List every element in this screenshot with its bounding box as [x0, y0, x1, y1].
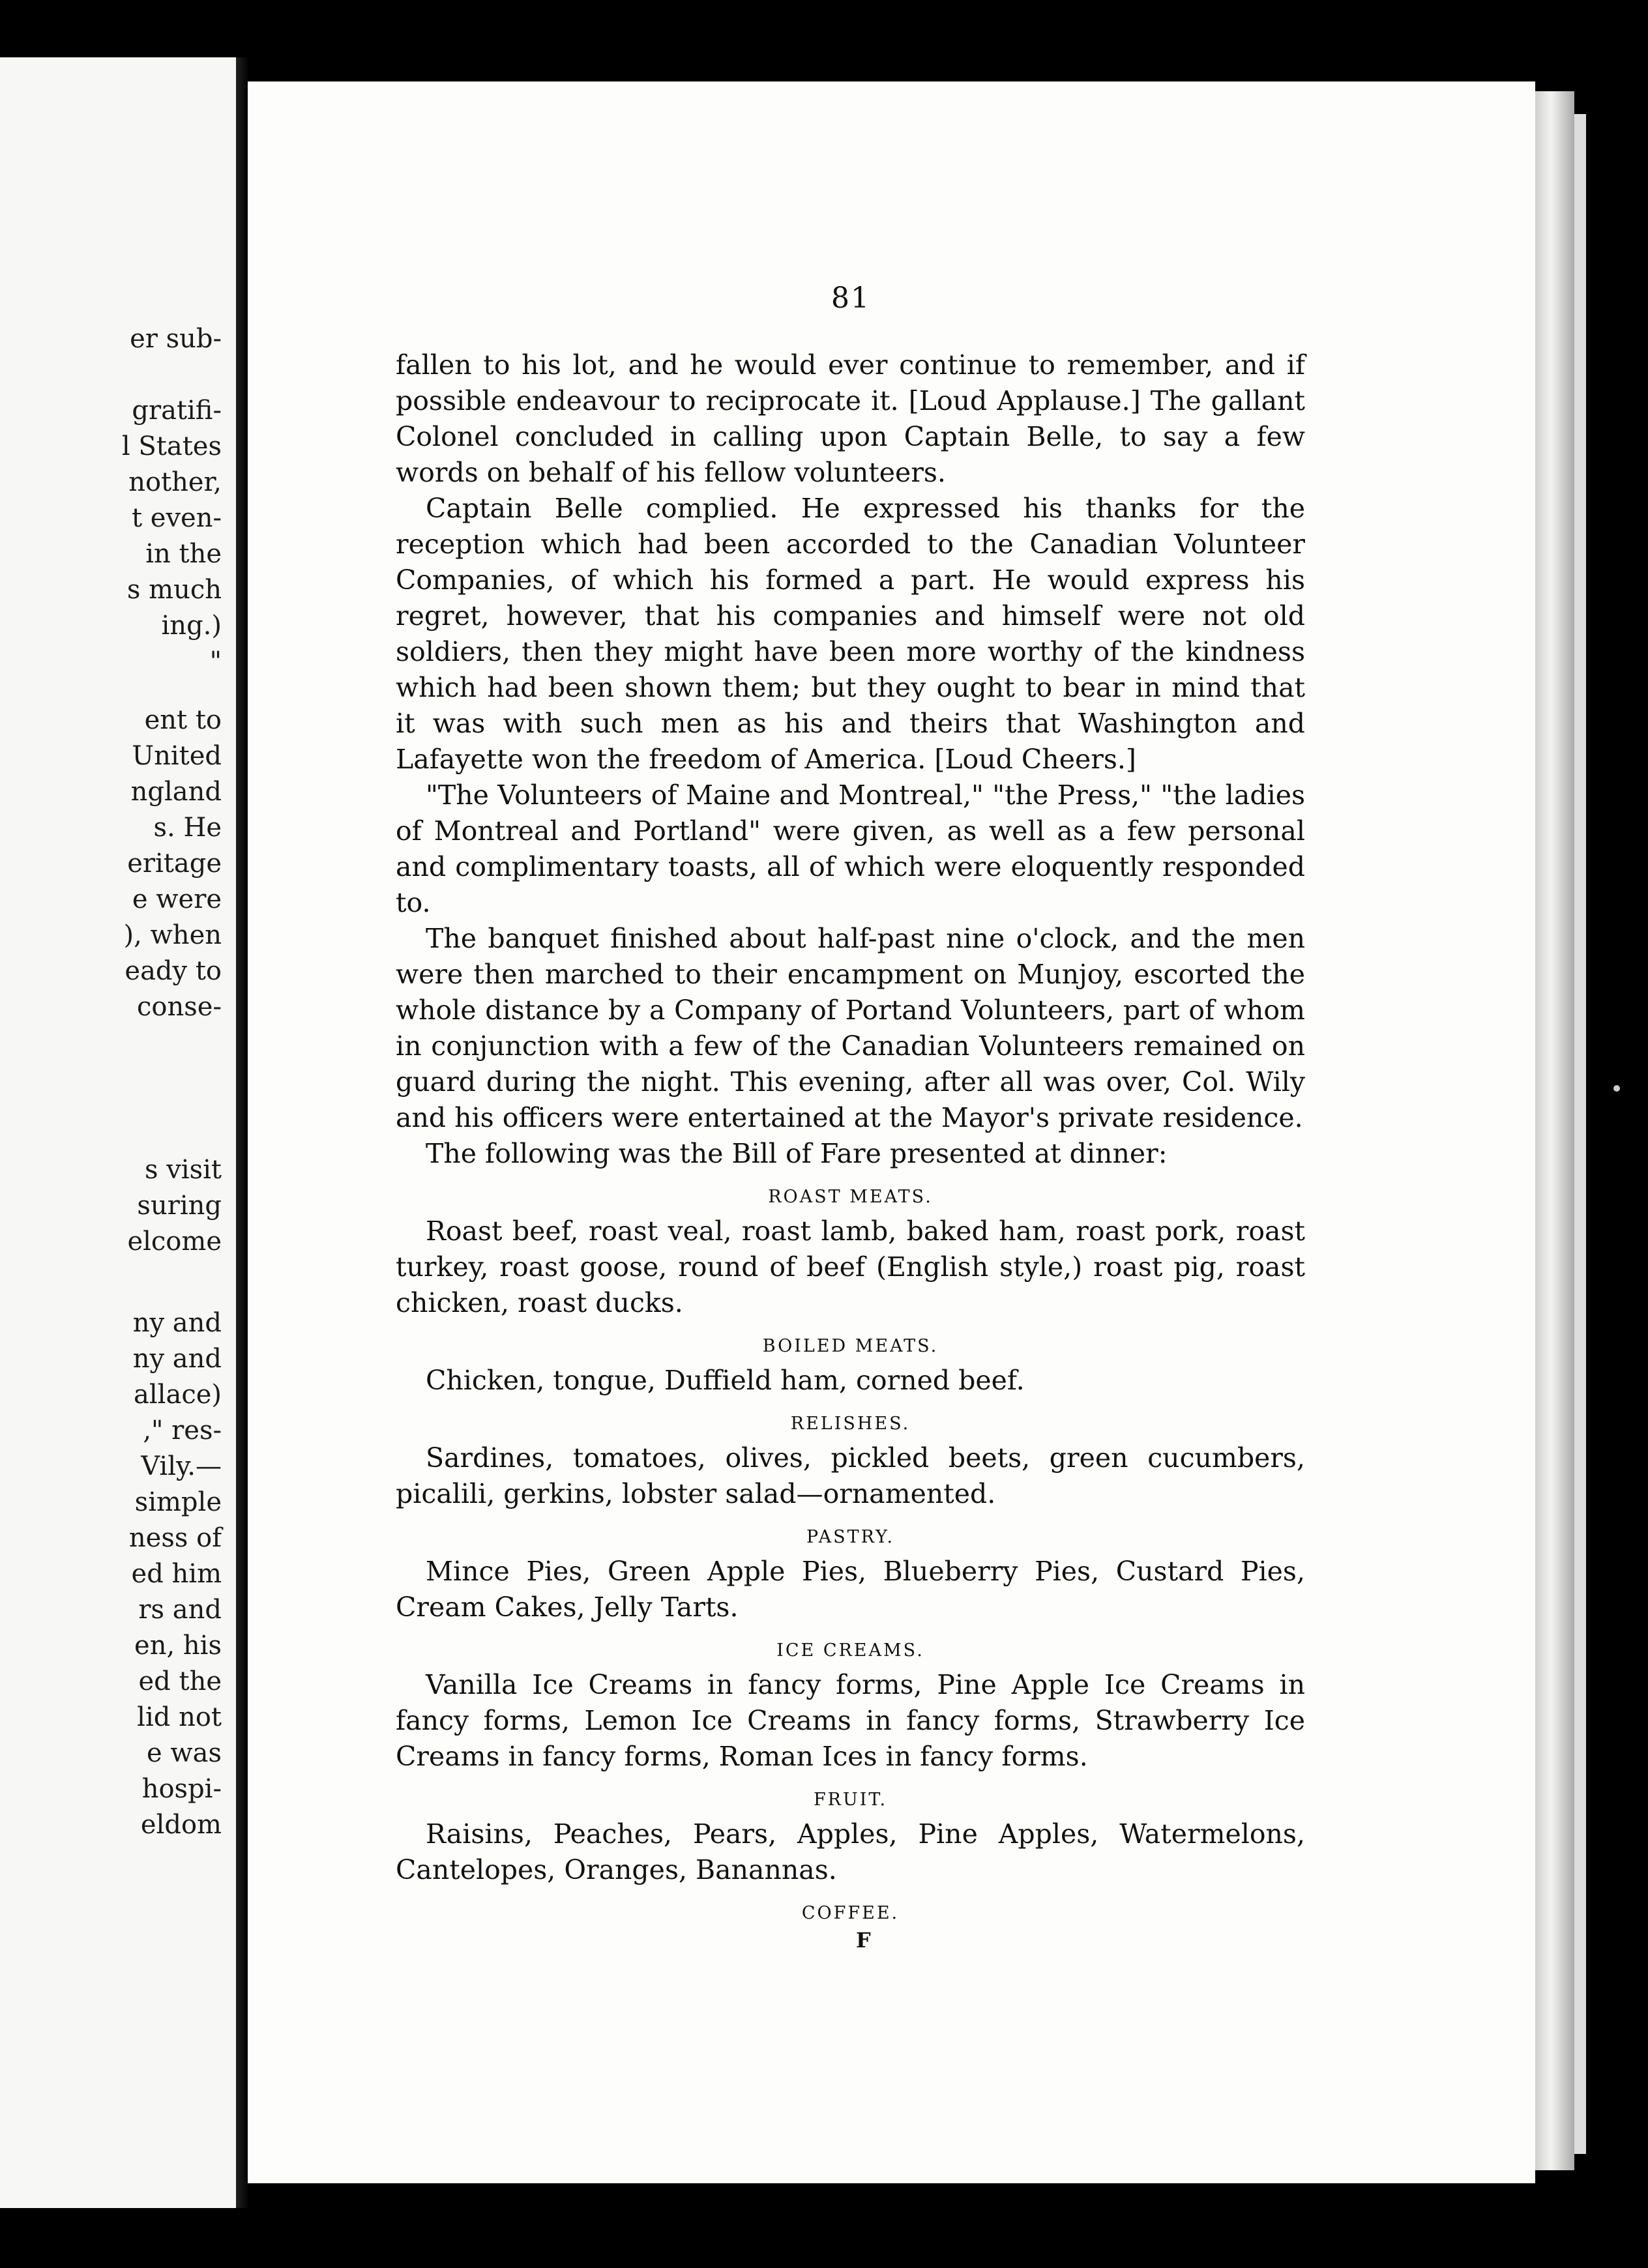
- left-page-line: rs and: [138, 1595, 222, 1625]
- paragraph-bill-intro: The following was the Bill of Fare presented at dinner:: [426, 1138, 1168, 1169]
- book-gutter: [236, 57, 249, 2208]
- left-page-line: ), when: [123, 920, 222, 950]
- left-page-line: ": [209, 647, 222, 676]
- left-page-line: eritage: [127, 849, 222, 879]
- left-page-line: er sub-: [130, 324, 222, 354]
- menu-heading-boiled: BOILED MEATS.: [762, 1336, 939, 1356]
- menu-ice-creams: Vanilla Ice Creams in fancy forms, Pine Apple Ice Creams in fancy forms, Lemon Ice Creams in fancy forms, Strawberry Ice Creams in fancy forms, Roman Ices in fancy forms.: [396, 1669, 1305, 1772]
- left-page-line: ," res-: [143, 1416, 222, 1446]
- left-page-line: in the: [145, 539, 222, 569]
- left-page-line: en, his: [134, 1631, 222, 1661]
- left-page-line: United: [132, 741, 222, 771]
- page-edge-inner: [1574, 114, 1586, 2154]
- left-page-line: gratifi-: [132, 396, 222, 426]
- menu-fruit: Raisins, Peaches, Pears, Apples, Pine Apples, Watermelons, Cantelopes, Oranges, Banannas.: [396, 1818, 1305, 1885]
- left-page-line: ngland: [130, 777, 222, 807]
- signature-mark: F: [856, 1928, 871, 1953]
- left-page-line: allace): [134, 1380, 222, 1410]
- left-page-line: ed him: [131, 1559, 222, 1589]
- left-page-line: s. He: [153, 813, 222, 843]
- left-page-line: conse-: [137, 992, 222, 1022]
- left-page-line: l States: [121, 431, 222, 461]
- left-page-line: e were: [132, 884, 222, 914]
- left-page-line: elcome: [127, 1227, 222, 1257]
- left-page-line: Vily.—: [141, 1451, 222, 1481]
- left-page-line: hospi-: [141, 1774, 222, 1804]
- paragraph-banquet: The banquet finished about half-past nine o'clock, and the men were then marched to their encampment on Munjoy, escorted the whole distance by a Company of Portand Volunteers, part of whom in conjunction with a few of the Canadian Volunteers remained on guard during the night. This evening, after all was over, Col. Wily and his officers were entertained at the Mayor's private residence.: [396, 923, 1305, 1133]
- paragraph-captain-belle: Captain Belle complied. He expressed his thanks for the reception which had been accorded to the Canadian Volunteer Companies, of which his formed a part. He would express his regret, however, that his companies and himself were not old soldiers, then they might have been more worthy of the kindness which had been shown them; but they ought to bear in mind that it was with such men as his and theirs that Washington and Lafayette won the freedom of America. [Loud Cheers.]: [396, 493, 1305, 775]
- left-page-line: ny and: [132, 1308, 222, 1338]
- left-page-line: suring: [137, 1191, 222, 1221]
- left-page-line: ing.): [161, 611, 222, 641]
- menu-heading-roast: ROAST MEATS.: [768, 1187, 933, 1207]
- page-number: 81: [831, 282, 870, 315]
- paragraph-toasts: "The Volunteers of Maine and Montreal," "the Press," "the ladies of Montreal and Portland" were given, as well as a few personal and complimentary toasts, all of which were eloquently responded to.: [396, 779, 1305, 918]
- left-page-line: s much: [126, 575, 222, 605]
- menu-roast: Roast beef, roast veal, roast lamb, baked ham, roast pork, roast turkey, roast goose, round of beef (English style,) roast pig, roast chicken, roast ducks.: [396, 1215, 1305, 1318]
- left-facing-page: [0, 57, 236, 2208]
- page-edge: [1535, 91, 1574, 2170]
- menu-boiled: Chicken, tongue, Duffield ham, corned beef.: [426, 1365, 1025, 1396]
- left-page-line: t even-: [131, 503, 222, 533]
- left-page-line: ed the: [138, 1666, 222, 1696]
- paragraph-continuation: fallen to his lot, and he would ever continue to remember, and if possible endeavour to reciprocate it. [Loud Applause.] The gallant Colonel concluded in calling upon Captain Belle, to say a few words on behalf of his fellow volunteers.: [396, 349, 1305, 488]
- menu-heading-coffee: COFFEE.: [801, 1903, 900, 1923]
- menu-pastry: Mince Pies, Green Apple Pies, Blueberry Pies, Custard Pies, Cream Cakes, Jelly Tarts.: [396, 1556, 1305, 1623]
- menu-heading-fruit: FRUIT.: [813, 1790, 888, 1810]
- left-page-line: lid not: [137, 1702, 222, 1732]
- left-page-line: ny and: [132, 1344, 222, 1374]
- body-text: [396, 347, 1305, 1930]
- menu-relishes: Sardines, tomatoes, olives, pickled beets, green cucumbers, picalili, gerkins, lobster salad—ornamented.: [396, 1442, 1305, 1509]
- menu-heading-relishes: RELISHES.: [790, 1414, 911, 1434]
- left-page-line: simple: [134, 1487, 222, 1517]
- left-page-line: nother,: [128, 467, 222, 497]
- left-page-line: s visit: [144, 1155, 222, 1185]
- left-page-line: eady to: [125, 956, 222, 986]
- menu-heading-pastry: PASTRY.: [806, 1527, 895, 1547]
- left-page-line: e was: [147, 1738, 222, 1768]
- left-page-line: ness of: [128, 1523, 222, 1553]
- left-page-line: eldom: [140, 1810, 222, 1840]
- scan-speck: [1613, 1085, 1620, 1092]
- left-page-line: ent to: [144, 705, 222, 735]
- menu-heading-ice-creams: ICE CREAMS.: [776, 1640, 924, 1661]
